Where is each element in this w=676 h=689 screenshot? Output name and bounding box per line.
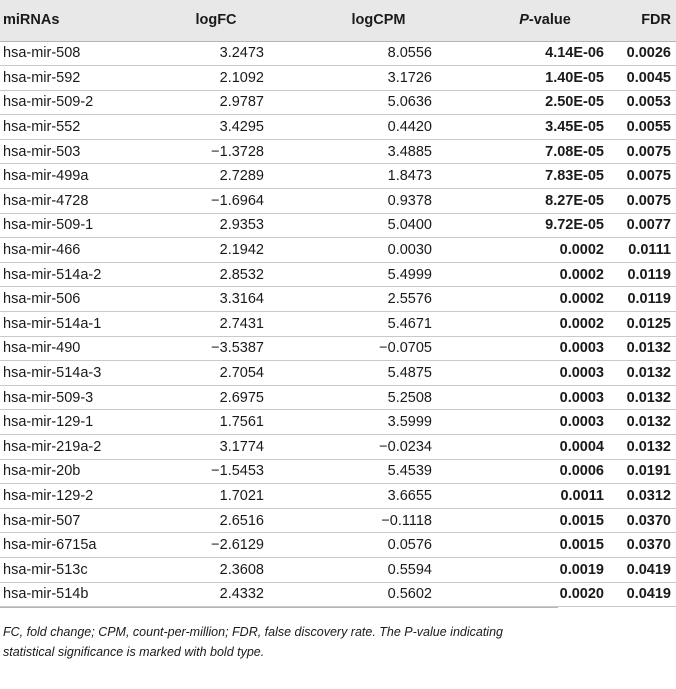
cell-logcpm	[271, 557, 446, 582]
cell-logfc-value: 2.9787	[219, 94, 264, 111]
cell-pvalue: 0.0002	[559, 266, 604, 283]
table-row	[0, 41, 676, 66]
cell-mirna: hsa-mir-219a-2	[3, 438, 102, 455]
cell-mirna: hsa-mir-509-1	[3, 217, 94, 234]
cell-pvalue: 0.0015	[559, 512, 604, 529]
cell-pvalue: 0.0019	[559, 561, 604, 578]
cell-fdr: 0.0419	[626, 586, 671, 603]
cell-pvalue: 2.50E-05	[545, 94, 604, 111]
cell-fdr: 0.0045	[626, 69, 671, 86]
footnote-line-2: statistical significance is marked with bold type.	[3, 645, 265, 660]
cell-logfc	[131, 557, 271, 582]
cell-mirna: hsa-mir-20b	[3, 463, 81, 480]
cell-logcpm-value: 8.0556	[387, 45, 432, 62]
col-header-fdr: FDR	[604, 0, 676, 41]
cell-fdr: 0.0132	[626, 365, 671, 382]
cell-logcpm	[271, 336, 446, 361]
cell-pvalue: 8.27E-05	[545, 192, 604, 209]
table-row	[0, 557, 676, 582]
cell-logcpm-value: 0.4420	[387, 119, 432, 136]
cell-logcpm-value: 5.2508	[387, 389, 432, 406]
cell-logcpm	[271, 66, 446, 91]
table-row	[0, 115, 676, 140]
cell-mirna: hsa-mir-6715a	[3, 537, 97, 554]
cell-fdr: 0.0119	[627, 266, 671, 283]
cell-mirna: hsa-mir-509-3	[3, 389, 94, 406]
cell-fdr: 0.0191	[626, 463, 671, 480]
cell-logcpm-value: 5.0636	[387, 94, 432, 111]
cell-logfc	[131, 508, 271, 533]
cell-pvalue: 4.14E-06	[545, 45, 604, 62]
cell-logcpm-value: 0.9378	[387, 192, 432, 209]
cell-logfc-value: 2.8532	[219, 266, 264, 283]
cell-fdr: 0.0132	[626, 438, 671, 455]
table-row	[0, 508, 676, 533]
cell-logfc-value: 3.2473	[219, 45, 264, 62]
cell-fdr: 0.0125	[626, 315, 671, 332]
cell-logcpm-value: 3.5999	[387, 414, 432, 431]
cell-mirna: hsa-mir-499a	[3, 168, 89, 185]
cell-pvalue: 7.83E-05	[545, 168, 604, 185]
cell-pvalue: 7.08E-05	[545, 143, 604, 160]
cell-mirna: hsa-mir-490	[3, 340, 81, 357]
cell-logfc-value: 2.4332	[219, 586, 264, 603]
cell-logcpm-value: 5.0400	[387, 217, 432, 234]
col-header-mirnas: miRNAs	[0, 0, 131, 41]
cell-logfc-value: 3.4295	[219, 119, 264, 136]
cell-logcpm	[271, 312, 446, 337]
cell-logfc	[131, 410, 271, 435]
table-row	[0, 262, 676, 287]
cell-logcpm	[271, 189, 446, 214]
cell-mirna: hsa-mir-509-2	[3, 94, 94, 111]
table-row	[0, 484, 676, 509]
table-row	[0, 361, 676, 386]
table-row	[0, 213, 676, 238]
cell-logcpm-value: 5.4539	[387, 463, 432, 480]
cell-logfc-value: 2.6975	[219, 389, 264, 406]
cell-pvalue: 0.0011	[560, 487, 604, 504]
cell-fdr: 0.0075	[626, 168, 671, 185]
cell-fdr: 0.0312	[626, 487, 671, 504]
cell-mirna: hsa-mir-507	[3, 512, 81, 529]
cell-logfc	[131, 238, 271, 263]
table-row	[0, 435, 676, 460]
cell-fdr: 0.0370	[626, 537, 671, 554]
cell-logfc-value: 1.7021	[219, 487, 264, 504]
table-body	[0, 41, 676, 607]
cell-logfc	[131, 90, 271, 115]
cell-logcpm-value: −0.0705	[379, 340, 432, 357]
cell-logfc-value: 2.9353	[219, 217, 264, 234]
cell-fdr: 0.0132	[626, 389, 671, 406]
cell-mirna: hsa-mir-552	[3, 119, 81, 136]
cell-mirna: hsa-mir-129-2	[3, 487, 94, 504]
cell-logcpm	[271, 115, 446, 140]
cell-logfc-value: −3.5387	[211, 340, 264, 357]
cell-pvalue: 1.40E-05	[545, 69, 604, 86]
cell-logfc	[131, 385, 271, 410]
cell-logcpm	[271, 238, 446, 263]
cell-logcpm	[271, 213, 446, 238]
table-row	[0, 66, 676, 91]
cell-logfc-value: 3.1774	[219, 438, 264, 455]
cell-pvalue: 0.0020	[559, 586, 604, 603]
table-footnote	[0, 608, 558, 662]
cell-logcpm-value: −0.1118	[381, 512, 432, 529]
cell-logcpm-value: 1.8473	[387, 168, 432, 185]
table-row	[0, 238, 676, 263]
cell-logfc	[131, 312, 271, 337]
cell-logcpm	[271, 582, 446, 607]
cell-mirna: hsa-mir-514a-2	[3, 266, 102, 283]
cell-logcpm-value: 0.0030	[387, 242, 432, 259]
cell-logfc-value: 2.7431	[219, 315, 264, 332]
table-row	[0, 164, 676, 189]
header-row	[0, 0, 676, 41]
cell-fdr: 0.0055	[626, 119, 671, 136]
cell-logcpm	[271, 410, 446, 435]
cell-fdr: 0.0419	[626, 561, 671, 578]
cell-logfc	[131, 139, 271, 164]
cell-logcpm	[271, 385, 446, 410]
cell-logcpm	[271, 90, 446, 115]
cell-mirna: hsa-mir-592	[3, 69, 81, 86]
table-row	[0, 410, 676, 435]
pvalue-header-rest: -value	[528, 12, 571, 29]
cell-logcpm-value: 5.4999	[387, 266, 432, 283]
table-row	[0, 287, 676, 312]
pvalue-header-text	[519, 12, 571, 28]
cell-logcpm-value: 5.4875	[387, 365, 432, 382]
cell-logfc-value: 2.7289	[219, 168, 264, 185]
cell-logfc	[131, 213, 271, 238]
cell-logfc-value: 1.7561	[219, 414, 264, 431]
cell-logfc-value: 2.3608	[219, 561, 264, 578]
cell-logfc	[131, 262, 271, 287]
cell-logfc	[131, 41, 271, 66]
table-row	[0, 533, 676, 558]
cell-logcpm	[271, 484, 446, 509]
cell-fdr: 0.0053	[626, 94, 671, 111]
col-header-logfc: logFC	[131, 0, 271, 41]
cell-mirna: hsa-mir-503	[3, 143, 81, 160]
cell-mirna: hsa-mir-466	[3, 242, 81, 259]
cell-fdr: 0.0132	[626, 340, 671, 357]
col-header-pvalue	[446, 0, 604, 41]
cell-logcpm	[271, 508, 446, 533]
cell-fdr: 0.0075	[626, 192, 671, 209]
cell-logcpm-value: 3.6655	[387, 487, 432, 504]
table-row	[0, 312, 676, 337]
cell-mirna: hsa-mir-513c	[3, 561, 88, 578]
cell-mirna: hsa-mir-514a-3	[3, 365, 102, 382]
cell-pvalue: 0.0002	[559, 315, 604, 332]
cell-logfc-value: 3.3164	[219, 291, 264, 308]
cell-logfc	[131, 287, 271, 312]
cell-logcpm	[271, 262, 446, 287]
cell-mirna: hsa-mir-514b	[3, 586, 89, 603]
cell-logfc	[131, 66, 271, 91]
cell-logcpm	[271, 41, 446, 66]
cell-logcpm	[271, 139, 446, 164]
cell-logfc	[131, 336, 271, 361]
cell-fdr: 0.0111	[628, 242, 671, 259]
cell-pvalue: 0.0004	[559, 438, 604, 455]
cell-mirna: hsa-mir-129-1	[3, 414, 94, 431]
cell-fdr: 0.0132	[626, 414, 671, 431]
table-row	[0, 90, 676, 115]
cell-logfc-value: 2.6516	[219, 512, 264, 529]
cell-pvalue: 0.0006	[559, 463, 604, 480]
cell-logfc	[131, 484, 271, 509]
cell-pvalue: 3.45E-05	[545, 119, 604, 136]
cell-logfc	[131, 189, 271, 214]
cell-logcpm-value: 0.0576	[387, 537, 432, 554]
table-row	[0, 582, 676, 607]
cell-logcpm	[271, 533, 446, 558]
cell-logfc	[131, 115, 271, 140]
cell-pvalue: 0.0003	[559, 340, 604, 357]
cell-logcpm	[271, 164, 446, 189]
cell-logfc	[131, 533, 271, 558]
cell-logfc-value: 2.7054	[219, 365, 264, 382]
cell-logfc	[131, 361, 271, 386]
cell-pvalue: 0.0002	[559, 291, 604, 308]
cell-pvalue: 0.0003	[559, 365, 604, 382]
cell-pvalue: 0.0015	[559, 537, 604, 554]
cell-logcpm-value: 0.5594	[387, 561, 432, 578]
cell-logcpm	[271, 459, 446, 484]
table-row	[0, 189, 676, 214]
cell-fdr: 0.0119	[627, 291, 671, 308]
cell-logfc	[131, 435, 271, 460]
cell-logfc-value: −1.3728	[211, 143, 264, 160]
cell-fdr: 0.0075	[626, 143, 671, 160]
cell-mirna: hsa-mir-508	[3, 45, 81, 62]
cell-logfc-value: 2.1092	[219, 69, 264, 86]
cell-logfc-value: 2.1942	[219, 242, 264, 259]
cell-logfc	[131, 459, 271, 484]
cell-logfc	[131, 164, 271, 189]
cell-logfc-value: −2.6129	[211, 537, 264, 554]
table-row	[0, 459, 676, 484]
cell-logfc-value: −1.5453	[211, 463, 264, 480]
cell-logfc-value: −1.6964	[211, 192, 264, 209]
cell-logcpm-value: 3.4885	[387, 143, 432, 160]
table-row	[0, 385, 676, 410]
cell-logcpm-value: 2.5576	[387, 291, 432, 308]
table-row	[0, 336, 676, 361]
cell-pvalue: 9.72E-05	[545, 217, 604, 234]
cell-logcpm-value: 3.1726	[387, 69, 432, 86]
cell-fdr: 0.0077	[626, 217, 671, 234]
cell-pvalue: 0.0002	[559, 242, 604, 259]
cell-logcpm-value: 0.5602	[387, 586, 432, 603]
cell-logcpm	[271, 287, 446, 312]
footnote-line-1: FC, fold change; CPM, count-per-million; FDR, false discovery rate. The P-value indicating	[3, 625, 503, 640]
pvalue-header-p: P	[519, 12, 529, 29]
cell-logcpm-value: −0.0234	[379, 438, 432, 455]
table-header	[0, 0, 676, 41]
cell-pvalue: 0.0003	[559, 389, 604, 406]
table-row	[0, 139, 676, 164]
cell-logcpm	[271, 435, 446, 460]
cell-logcpm-value: 5.4671	[387, 315, 432, 332]
cell-mirna: hsa-mir-514a-1	[3, 315, 102, 332]
cell-fdr: 0.0370	[626, 512, 671, 529]
cell-mirna: hsa-mir-4728	[3, 192, 89, 209]
cell-fdr: 0.0026	[626, 45, 671, 62]
cell-mirna: hsa-mir-506	[3, 291, 81, 308]
cell-logfc	[131, 582, 271, 607]
col-header-logcpm: logCPM	[271, 0, 446, 41]
cell-logcpm	[271, 361, 446, 386]
cell-pvalue: 0.0003	[559, 414, 604, 431]
